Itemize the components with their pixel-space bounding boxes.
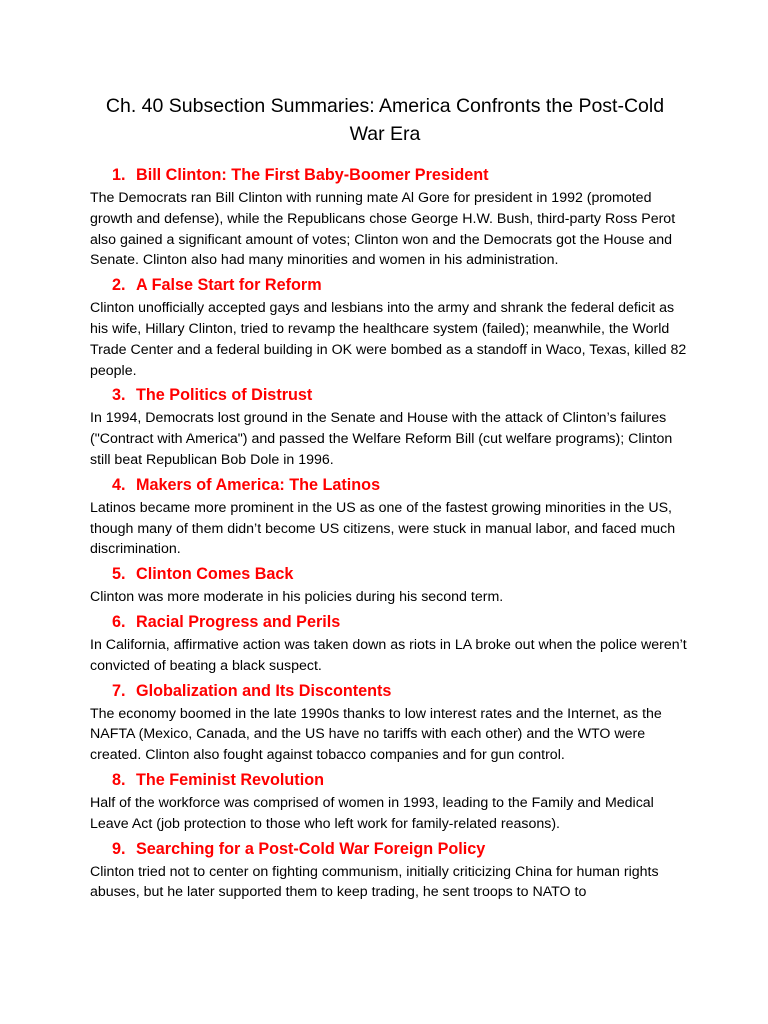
section-heading [90, 838, 768, 860]
section-body: The Democrats ran Bill Clinton with running mate Al Gore for president in 1992 (promoted growth and defense), while the Republicans chose George H.W. Bush, third-party Ross Perot also gained a significant amount of votes; Clinton won and the Democrats got the House and Senate. Clinton also had many minorities and women in his administration. [90, 190, 676, 269]
section-heading [90, 474, 768, 496]
section-body: In California, affirmative action was taken down as riots in LA broke out when the police weren’t convicted of beating a black suspect. [90, 636, 687, 674]
section-body: Half of the workforce was comprised of women in 1993, leading to the Family and Medical Leave Act (job protection to those who left work for family-related reasons). [90, 794, 654, 832]
section-number: 5. [112, 565, 126, 584]
section-4 [90, 474, 768, 560]
section-1 [90, 164, 768, 271]
section-number: 8. [112, 770, 126, 789]
section-heading [90, 274, 768, 296]
section-8 [90, 769, 768, 835]
section-heading-text: A False Start for Reform [136, 276, 322, 295]
section-heading [90, 680, 768, 702]
section-5 [90, 563, 768, 608]
section-6 [90, 611, 768, 677]
section-body: The economy boomed in the late 1990s thanks to low interest rates and the Internet, as the NAFTA (Mexico, Canada, and the US have no tariffs with each other) and the WTO were created. Clinton also fought against tobacco companies and for gun control. [90, 705, 662, 764]
section-heading-text: The Feminist Revolution [136, 770, 324, 789]
section-body: In 1994, Democrats lost ground in the Senate and House with the attack of Clinton’s failures ("Contract with America") and passed the Welfare Reform Bill (cut welfare programs); Clinton still beat Republican Bob Dole in 1996. [90, 410, 673, 468]
section-heading-text: Racial Progress and Perils [136, 612, 341, 631]
section-heading [90, 384, 768, 406]
section-number: 3. [112, 386, 126, 405]
section-number: 1. [112, 166, 126, 184]
section-body: Latinos became more prominent in the US as one of the fastest growing minorities in the US, though many of them didn’t become US citizens, were stuck in manual labor, and faced much discrimination. [90, 499, 676, 558]
section-heading-text: Clinton Comes Back [136, 565, 294, 584]
section-3 [90, 384, 768, 470]
section-heading-text: Searching for a Post-Cold War Foreign Policy [136, 839, 486, 858]
document-title: Ch. 40 Subsection Summaries: America Confronts the Post-Cold War Era [105, 95, 665, 145]
section-9 [90, 838, 768, 904]
section-2 [90, 274, 768, 381]
section-number: 6. [112, 612, 126, 631]
section-heading-text: Bill Clinton: The First Baby-Boomer President [136, 166, 489, 184]
section-heading [90, 563, 768, 585]
section-number: 9. [112, 839, 126, 858]
section-number: 4. [112, 475, 126, 494]
section-body: Clinton tried not to center on fighting communism, initially criticizing China for human rights abuses, but he later supported them to keep trading, he sent troops to NATO to [90, 863, 659, 901]
section-heading-text: Makers of America: The Latinos [136, 475, 381, 494]
section-heading [90, 611, 768, 633]
section-body: Clinton unofficially accepted gays and lesbians into the army and shrank the federal deficit as his wife, Hillary Clinton, tried to revamp the healthcare system (failed); meanwhile, the World Trade Center and a federal building in OK were bombed as a standoff in Waco, Texas, killed 82 people. [90, 300, 687, 379]
section-heading-text: The Politics of Distrust [136, 386, 313, 405]
section-heading [90, 769, 768, 791]
section-body: Clinton was more moderate in his policies during his second term. [90, 589, 504, 606]
section-number: 7. [112, 681, 126, 700]
section-heading-text: Globalization and Its Discontents [136, 681, 392, 700]
section-number: 2. [112, 276, 126, 295]
section-heading [90, 164, 768, 186]
section-7 [90, 680, 768, 766]
